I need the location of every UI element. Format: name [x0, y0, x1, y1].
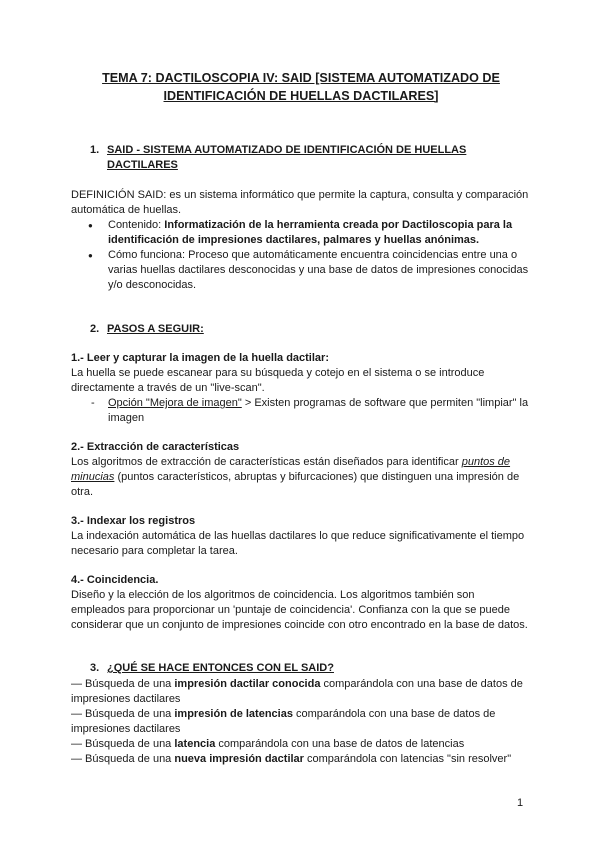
dash-text: > Existen programas de software que permiten "limpiar" la imagen — [108, 397, 529, 424]
bullet-text: Proceso que automáticamente encuentra coincidencias entre una o varias huellas dactilares desconocidas y una base de datos de impresiones conocidas y/o desconocidas. — [108, 249, 529, 291]
bullet-como-funciona — [71, 248, 531, 293]
dash-marker: - — [91, 397, 95, 409]
item-pre: — Búsqueda de una — [71, 678, 175, 690]
section-1-bullets — [71, 218, 531, 293]
step-title-text: 4.- Coincidencia. — [71, 574, 159, 586]
step-2-text — [71, 455, 531, 500]
step-1-option — [71, 396, 531, 426]
puntos-de-minucias-term: puntos de minucias — [71, 456, 511, 483]
step-1-title — [71, 351, 531, 366]
item-bold: latencia — [174, 738, 216, 750]
step-title-text: 2.- Extracción de características — [71, 441, 240, 453]
item-pre: — Búsqueda de una — [71, 708, 175, 720]
bullet-contenido — [71, 218, 531, 248]
bullet-label: Contenido: — [108, 219, 165, 231]
section-3-list — [71, 677, 531, 767]
step-4-title — [71, 573, 531, 588]
bullet-label: Cómo funciona: — [108, 249, 189, 261]
said-definition: DEFINICIÓN SAID: es un sistema informático que permite la captura, consulta y comparación automática de huellas. — [71, 189, 529, 216]
dash-content — [108, 396, 531, 426]
section-3-heading — [90, 661, 531, 676]
list-item — [71, 707, 531, 737]
step-2-text-before: Los algoritmos de extracción de características están diseñados para identificar — [71, 456, 462, 468]
bullet-bold-text: Informatización de la herramienta creada por Dactiloscopia para la identificación de impresiones dactilares, palmares y huellas anónimas. — [108, 219, 513, 246]
step-3-text: La indexación automática de las huellas dactilares lo que reduce significativamente el tiempo necesario para completar la tarea. — [71, 530, 525, 557]
item-pre: — Búsqueda de una — [71, 738, 175, 750]
section-3-number: 3. — [90, 662, 100, 674]
step-title-text: 1.- Leer y capturar la imagen de la huella dactilar: — [71, 352, 329, 364]
item-pre: — Búsqueda de una — [71, 753, 175, 765]
list-item — [71, 677, 531, 707]
item-post: comparándola con latencias "sin resolver" — [303, 753, 512, 765]
document-title: TEMA 7: DACTILOSCOPIA IV: SAID [SISTEMA AUTOMATIZADO DE IDENTIFICACIÓN DE HUELLAS DACTILARES] — [102, 71, 500, 103]
option-mejora-imagen: Opción "Mejora de imagen" — [108, 397, 242, 409]
list-item — [71, 752, 531, 767]
item-bold: nueva impresión dactilar — [174, 753, 304, 765]
section-2-title: PASOS A SEGUIR: — [107, 323, 204, 335]
step-3-title — [71, 514, 531, 529]
section-2-number: 2. — [90, 323, 100, 335]
section-1-heading — [90, 143, 531, 173]
section-2-heading — [90, 322, 531, 337]
section-3-title: ¿QUÉ SE HACE ENTONCES CON EL SAID? — [107, 662, 334, 674]
item-post: comparándola con una base de datos de impresiones dactilares — [71, 678, 523, 705]
section-1-title: SAID - SISTEMA AUTOMATIZADO DE IDENTIFICACIÓN DE HUELLAS DACTILARES — [107, 144, 467, 171]
step-4-text: Diseño y la elección de los algoritmos de coincidencia. Los algoritmos también son empleados para proporcionar un 'puntaje de coincidencia'. Confianza con la que se puede considerar que un conjunto de impresiones coincide con otro encontrado en la base de datos. — [71, 589, 528, 631]
page-number: 1 — [517, 797, 524, 809]
section-1-number: 1. — [90, 144, 100, 156]
document-page — [71, 70, 531, 767]
item-bold: impresión dactilar conocida — [174, 678, 321, 690]
step-title-text: 3.- Indexar los registros — [71, 515, 196, 527]
step-2-title — [71, 440, 531, 455]
item-post: comparándola con una base de datos de impresiones dactilares — [71, 708, 496, 735]
item-bold: impresión de latencias — [174, 708, 293, 720]
step-1-text: La huella se puede escanear para su búsqueda y cotejo en el sistema o se introduce directamente a través de un "live-scan". — [71, 367, 485, 394]
step-2-text-after: (puntos característicos, abruptas y bifurcaciones) que distinguen una impresión de otra. — [71, 471, 520, 498]
item-post: comparándola con una base de datos de latencias — [215, 738, 465, 750]
list-item — [71, 737, 531, 752]
